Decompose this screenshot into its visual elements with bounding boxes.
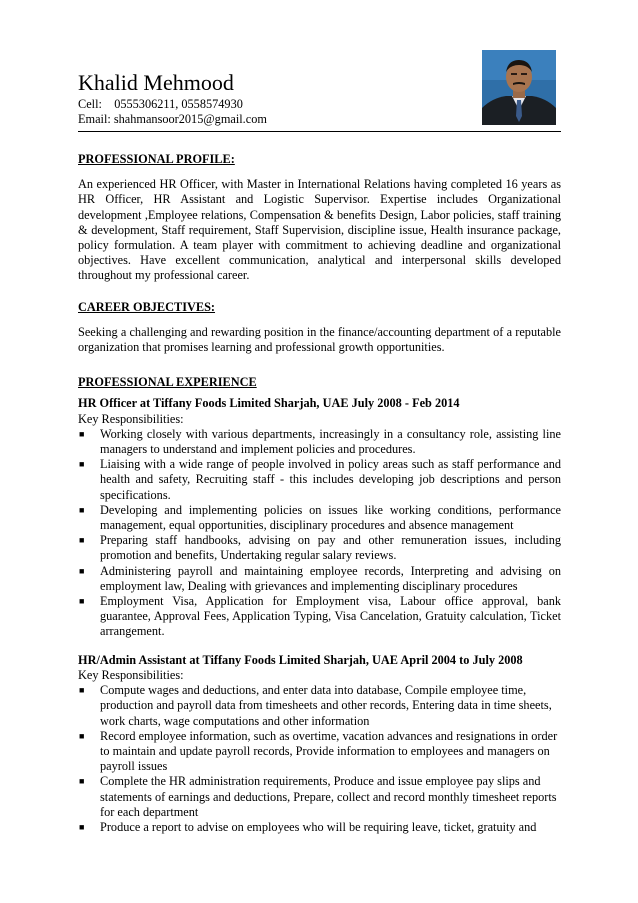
objectives-heading: CAREER OBJECTIVES: <box>78 299 216 314</box>
list-item-text: Administering payroll and maintaining employee records, Interpreting and advising on employment law, Dealing with grievances and implementing disciplinary procedures <box>100 563 561 593</box>
responsibility-list <box>78 427 561 640</box>
list-item <box>78 820 561 835</box>
bullet-icon: ■ <box>79 565 85 576</box>
job-title: HR/Admin Assistant at Tiffany Foods Limited Sharjah, UAE April 2004 to July 2008 <box>78 652 523 667</box>
list-item-text: Working closely with various departments, increasingly in a consultancy role, assisting line managers to understand and implement policies and procedures. <box>100 426 561 457</box>
list-item-text: Preparing staff handbooks, advising on pay and other remuneration issues, including promotion and benefits, Undertaking regular salary reviews. <box>100 533 561 563</box>
bullet-icon: ■ <box>79 821 85 832</box>
list-item <box>78 564 561 594</box>
list-item-text: Produce a report to advise on employees who will be requiring leave, ticket, gratuity and <box>100 819 537 834</box>
resume-body <box>78 152 561 835</box>
list-item-text: Compute wages and deductions, and enter data into database, Compile employee time, production and payroll data from timesheets and other records, Entering data in time sheets, work charts, wage computations and other information <box>100 683 552 728</box>
list-item-text: Complete the HR administration requirements, Produce and issue employee pay slips and statements of earnings and deductions, Prepare, collect and record monthly timesheet reports for each department <box>100 774 557 819</box>
list-item-text: Record employee information, such as overtime, vacation advances and resignations in order to maintain and update payroll records, Provide information to employees and managers on payroll issues <box>100 728 558 774</box>
bullet-icon: ■ <box>79 776 85 787</box>
profile-heading: PROFESSIONAL PROFILE: <box>78 152 235 166</box>
list-item <box>78 683 561 729</box>
bullet-icon: ■ <box>79 596 85 607</box>
bullet-icon: ■ <box>79 504 85 515</box>
job-entry <box>78 396 561 639</box>
list-item <box>78 427 561 457</box>
list-item <box>78 533 561 563</box>
list-item-text: Liaising with a wide range of people involved in policy areas such as staff performance and health and safety, Recruiting staff - this includes developing job descriptions and person specifications. <box>100 457 561 502</box>
bullet-icon: ■ <box>79 459 85 470</box>
bullet-icon: ■ <box>79 535 85 546</box>
list-item <box>78 594 561 640</box>
bullet-icon: ■ <box>79 428 85 439</box>
bullet-icon: ■ <box>79 730 85 741</box>
list-item-text: Employment Visa, Application for Employment visa, Labour office approval, bank guarantee, Approval Fees, Application Typing, Visa Cancelation, Gratuity calculation, Ticket arrangement. <box>100 594 561 639</box>
candidate-name: Khalid Mehmood <box>78 70 234 95</box>
job-title: HR Officer at Tiffany Foods Limited Sharjah, UAE July 2008 - Feb 2014 <box>78 396 460 411</box>
header-divider <box>78 131 561 132</box>
profile-photo-image <box>482 50 556 125</box>
contact-cell: Cell: 0555306211, 0558574930 <box>78 97 243 111</box>
list-item <box>78 457 561 503</box>
experience-heading: PROFESSIONAL EXPERIENCE <box>78 375 257 390</box>
contact-email: Email: shahmansoor2015@gmail.com <box>78 112 267 126</box>
list-item <box>78 729 561 775</box>
list-item-text: Developing and implementing policies on issues like working conditions, performance management, equal opportunities, disciplinary procedures and absence management <box>100 502 561 533</box>
list-item <box>78 503 561 533</box>
responsibility-list <box>78 683 561 835</box>
key-responsibilities-label: Key Responsibilities: <box>78 411 184 426</box>
profile-photo <box>482 50 556 125</box>
bullet-icon: ■ <box>79 685 85 696</box>
key-responsibilities-label: Key Responsibilities: <box>78 667 184 682</box>
profile-text: An experienced HR Officer, with Master in International Relations having completed 16 years as HR Officer, HR Assistant and Logistic Supervisor. Expertise includes Organizational development ,Employee relations, Compensation & benefits Design, Labor policies, staff training & development, Staff requirement, Staff Supervision, discipline issue, Health insurance package, policy formulation. A team player with commitment to achieving deadline and organizational objectives. Have excellent communication, analytical and interpersonal skills developed throughout my professional career. <box>78 177 561 283</box>
objectives-text: Seeking a challenging and rewarding position in the finance/accounting department of a reputable organization that promises learning and professional growth opportunities. <box>78 324 561 355</box>
list-item <box>78 774 561 820</box>
job-entry <box>78 653 561 835</box>
